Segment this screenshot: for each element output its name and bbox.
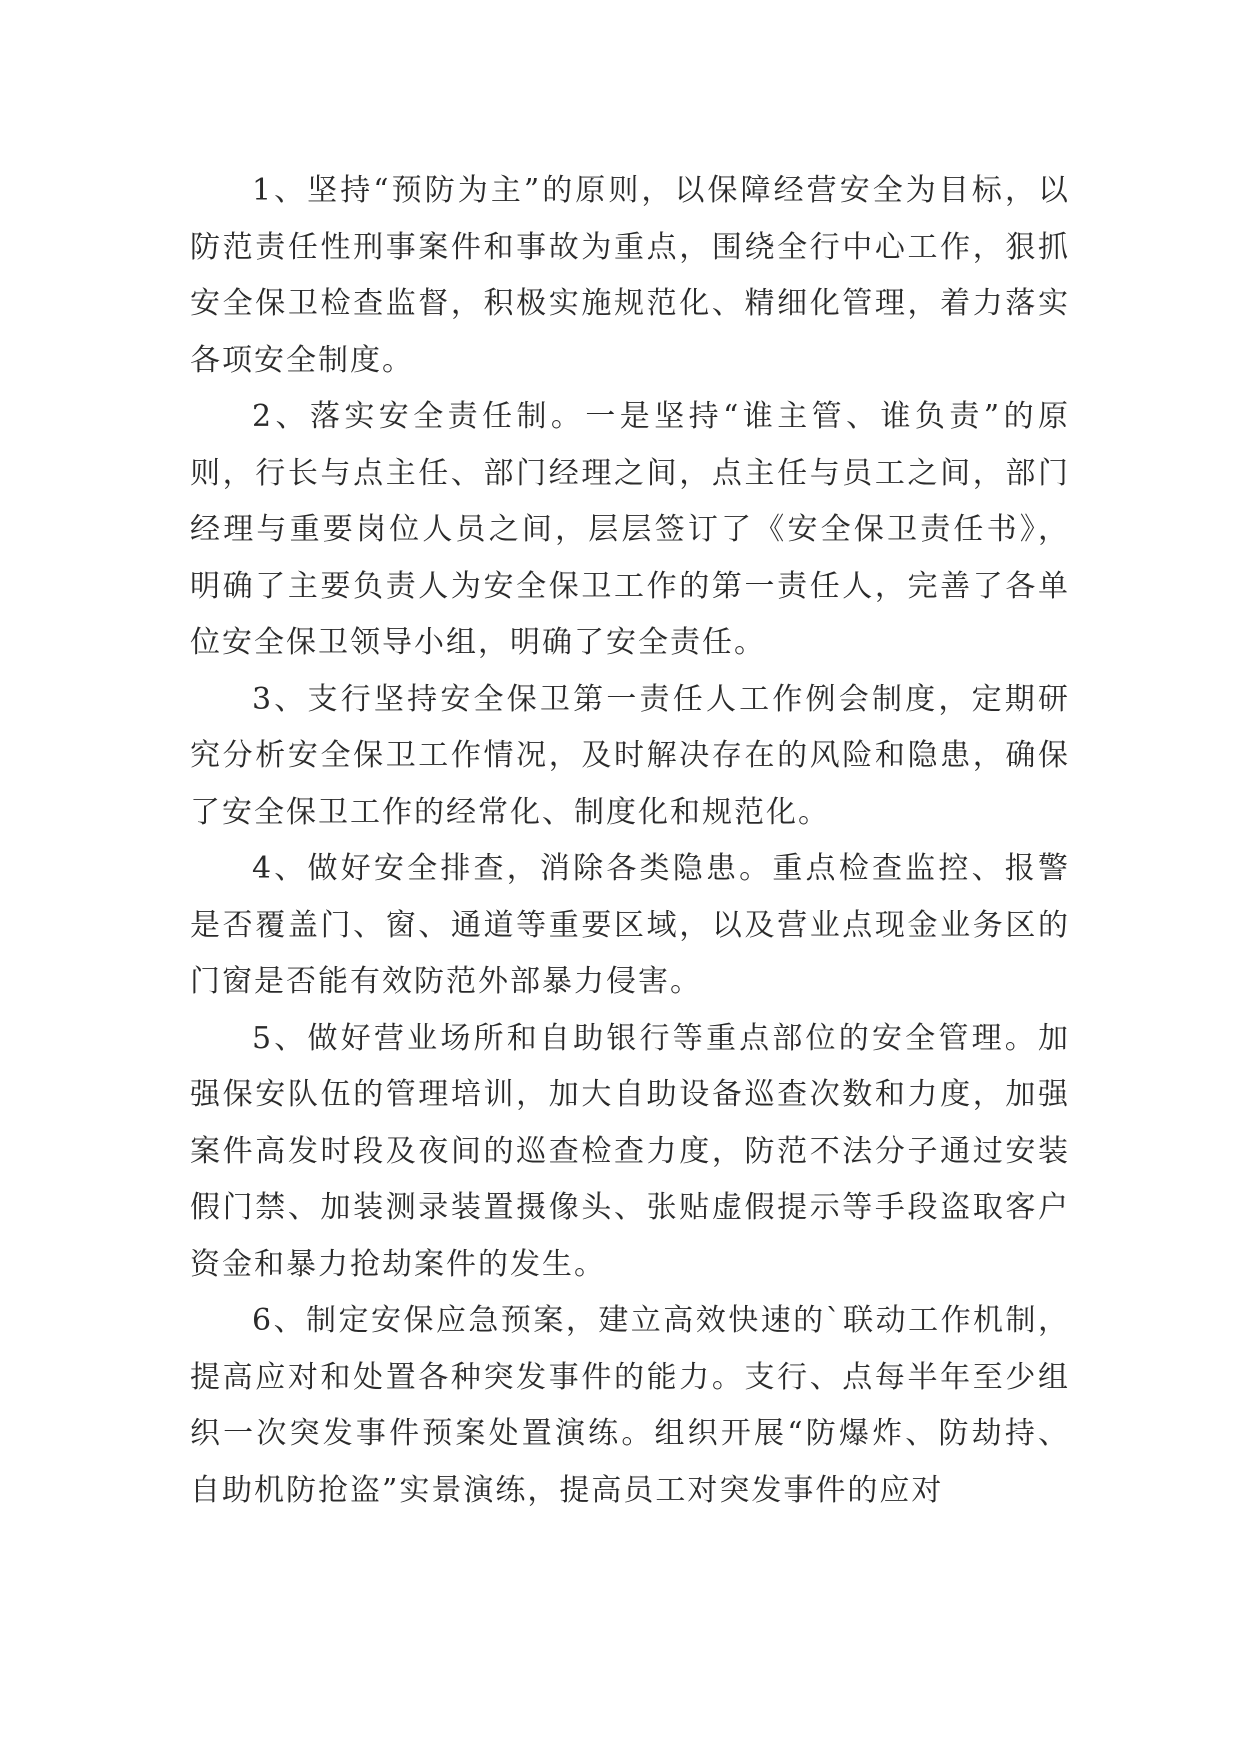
paragraph-3: 3、支行坚持安全保卫第一责任人工作例会制度，定期研究分析安全保卫工作情况，及时解决存在的风险和隐患，确保了安全保卫工作的经常化、制度化和规范化。 — [190, 681, 1070, 830]
paragraph-6: 6、制定安保应急预案，建立高效快速的`联动工作机制，提高应对和处置各种突发事件的能力。支行、点每半年至少组织一次突发事件预案处置演练。组织开展“防爆炸、防劫持、自助机防抢盗”实景演练，提高员工对突发事件的应对 — [190, 1303, 1070, 1508]
document-body — [190, 163, 1070, 1519]
paragraph-1: 1、坚持“预防为主”的原则，以保障经营安全为目标，以防范责任性刑事案件和事故为重点，围绕全行中心工作，狠抓安全保卫检查监督，积极实施规范化、精细化管理，着力落实各项安全制度。 — [190, 173, 1070, 378]
paragraph-2: 2、落实安全责任制。一是坚持“谁主管、谁负责”的原则，行长与点主任、部门经理之间，点主任与员工之间，部门经理与重要岗位人员之间，层层签订了《安全保卫责任书》，明确了主要负责人为安全保卫工作的第一责任人，完善了各单位安全保卫领导小组，明确了安全责任。 — [190, 399, 1070, 660]
paragraph-4: 4、做好安全排查，消除各类隐患。重点检查监控、报警是否覆盖门、窗、通道等重要区域，以及营业点现金业务区的门窗是否能有效防范外部暴力侵害。 — [190, 851, 1070, 999]
paragraph-5: 5、做好营业场所和自助银行等重点部位的安全管理。加强保安队伍的管理培训，加大自助设备巡查次数和力度，加强案件高发时段及夜间的巡查检查力度，防范不法分子通过安装假门禁、加装测录装置摄像头、张贴虚假提示等手段盗取客户资金和暴力抢劫案件的发生。 — [190, 1020, 1070, 1282]
